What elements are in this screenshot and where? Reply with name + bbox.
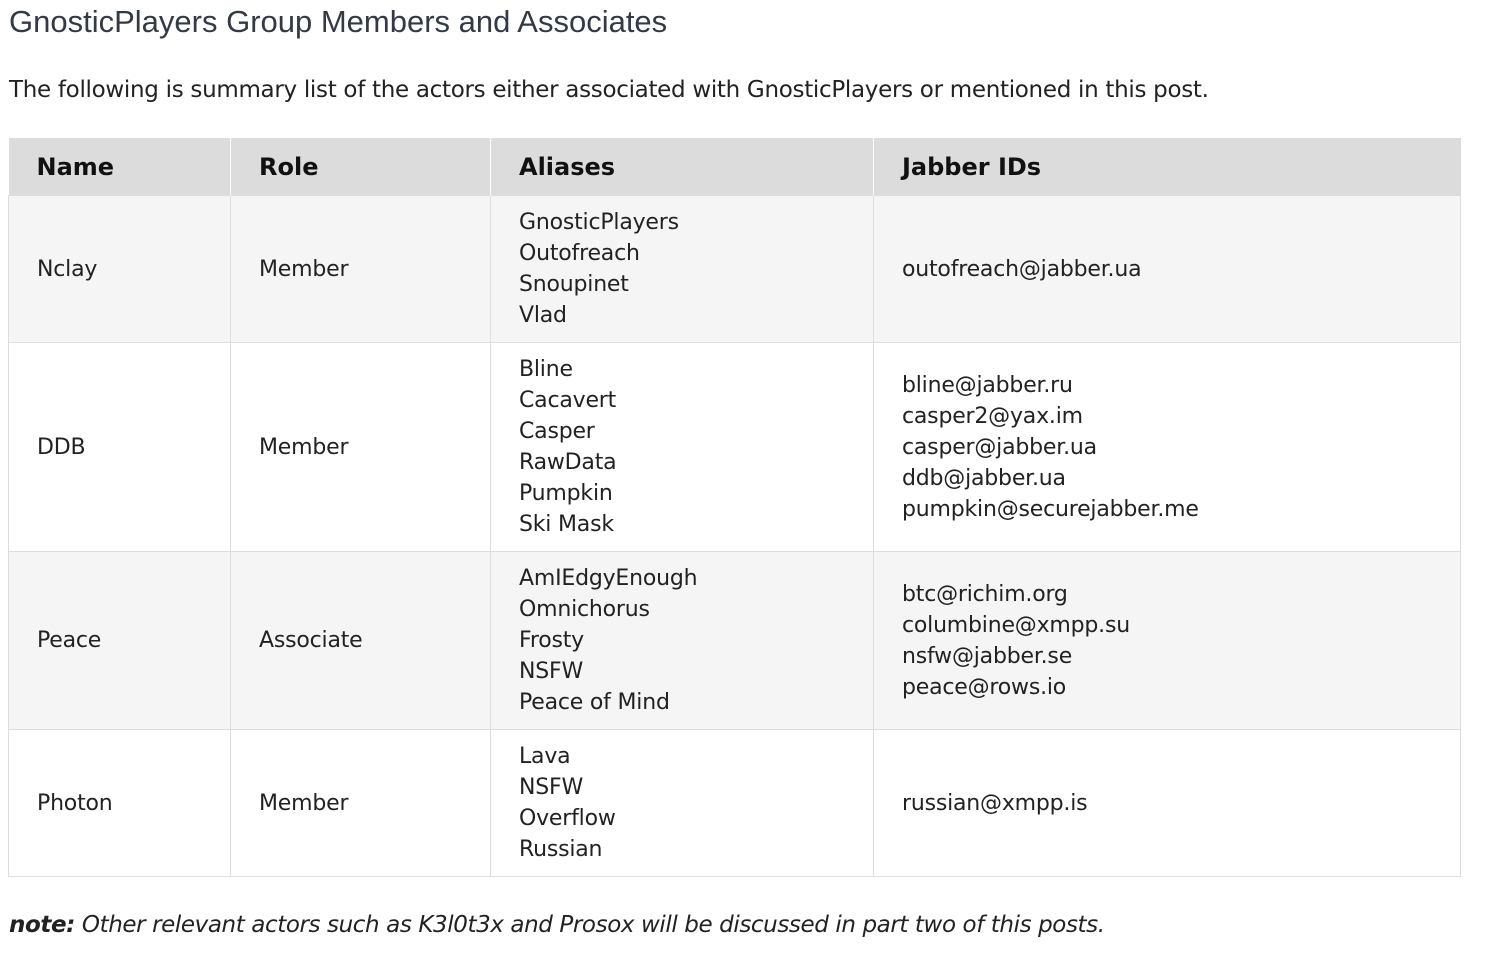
jabber-ids-cell <box>874 196 1461 343</box>
jabber-id-item: peace@rows.io <box>902 674 1067 700</box>
intro-paragraph: The following is summary list of the actors either associated with GnosticPlayers or mentioned in this post. <box>9 77 1209 103</box>
name-cell: Nclay <box>9 196 231 343</box>
table-header-row <box>9 138 1461 196</box>
alias-item: AmIEdgyEnough <box>519 566 698 591</box>
column-header-role: Role <box>231 138 491 196</box>
alias-item: Snoupinet <box>519 272 629 297</box>
jabber-id-item: bline@jabber.ru <box>902 372 1073 398</box>
alias-item: RawData <box>519 450 617 475</box>
jabber-ids-cell <box>874 343 1461 552</box>
alias-item: Overflow <box>519 806 616 831</box>
alias-item: Outofreach <box>519 241 640 266</box>
jabber-id-item: casper@jabber.ua <box>902 434 1097 460</box>
alias-item: Pumpkin <box>519 481 613 506</box>
footnote <box>9 909 1105 941</box>
jabber-id-item: outofreach@jabber.ua <box>902 256 1142 282</box>
jabber-id-item: nsfw@jabber.se <box>902 643 1073 669</box>
alias-item: Ski Mask <box>519 512 614 537</box>
aliases-cell <box>491 730 874 877</box>
alias-item: Vlad <box>519 303 567 328</box>
table-row <box>9 343 1461 552</box>
actors-table <box>8 138 1461 877</box>
jabber-ids-cell <box>874 552 1461 730</box>
aliases-cell <box>491 196 874 343</box>
column-header-aliases: Aliases <box>491 138 874 196</box>
alias-item: Omnichorus <box>519 597 650 622</box>
alias-item: NSFW <box>519 659 584 684</box>
page-title: GnosticPlayers Group Members and Associates <box>9 4 668 39</box>
table-row <box>9 196 1461 343</box>
jabber-id-item: russian@xmpp.is <box>902 790 1088 816</box>
name-cell: Peace <box>9 552 231 730</box>
aliases-cell <box>491 343 874 552</box>
alias-item: NSFW <box>519 775 584 800</box>
jabber-id-item: pumpkin@securejabber.me <box>902 496 1199 522</box>
alias-item: Lava <box>519 744 571 769</box>
column-header-jabber-ids: Jabber IDs <box>874 138 1461 196</box>
jabber-id-item: btc@richim.org <box>902 581 1068 607</box>
alias-item: Casper <box>519 419 595 444</box>
jabber-ids-cell <box>874 730 1461 877</box>
table-row <box>9 730 1461 877</box>
note-label: note: <box>9 912 75 938</box>
alias-item: Cacavert <box>519 388 617 413</box>
role-cell: Associate <box>231 552 491 730</box>
column-header-name: Name <box>9 138 231 196</box>
table-row <box>9 552 1461 730</box>
role-cell: Member <box>231 343 491 552</box>
role-cell: Member <box>231 730 491 877</box>
role-cell: Member <box>231 196 491 343</box>
alias-item: Frosty <box>519 628 584 653</box>
name-cell: Photon <box>9 730 231 877</box>
alias-item: Peace of Mind <box>519 690 670 715</box>
jabber-id-item: columbine@xmpp.su <box>902 612 1130 638</box>
jabber-id-item: ddb@jabber.ua <box>902 465 1066 491</box>
name-cell: DDB <box>9 343 231 552</box>
alias-item: Russian <box>519 837 603 862</box>
aliases-cell <box>491 552 874 730</box>
jabber-id-item: casper2@yax.im <box>902 403 1083 429</box>
note-text: Other relevant actors such as K3l0t3x and Prosox will be discussed in part two of this posts. <box>74 912 1105 938</box>
alias-item: GnosticPlayers <box>519 210 679 235</box>
alias-item: Bline <box>519 357 573 382</box>
